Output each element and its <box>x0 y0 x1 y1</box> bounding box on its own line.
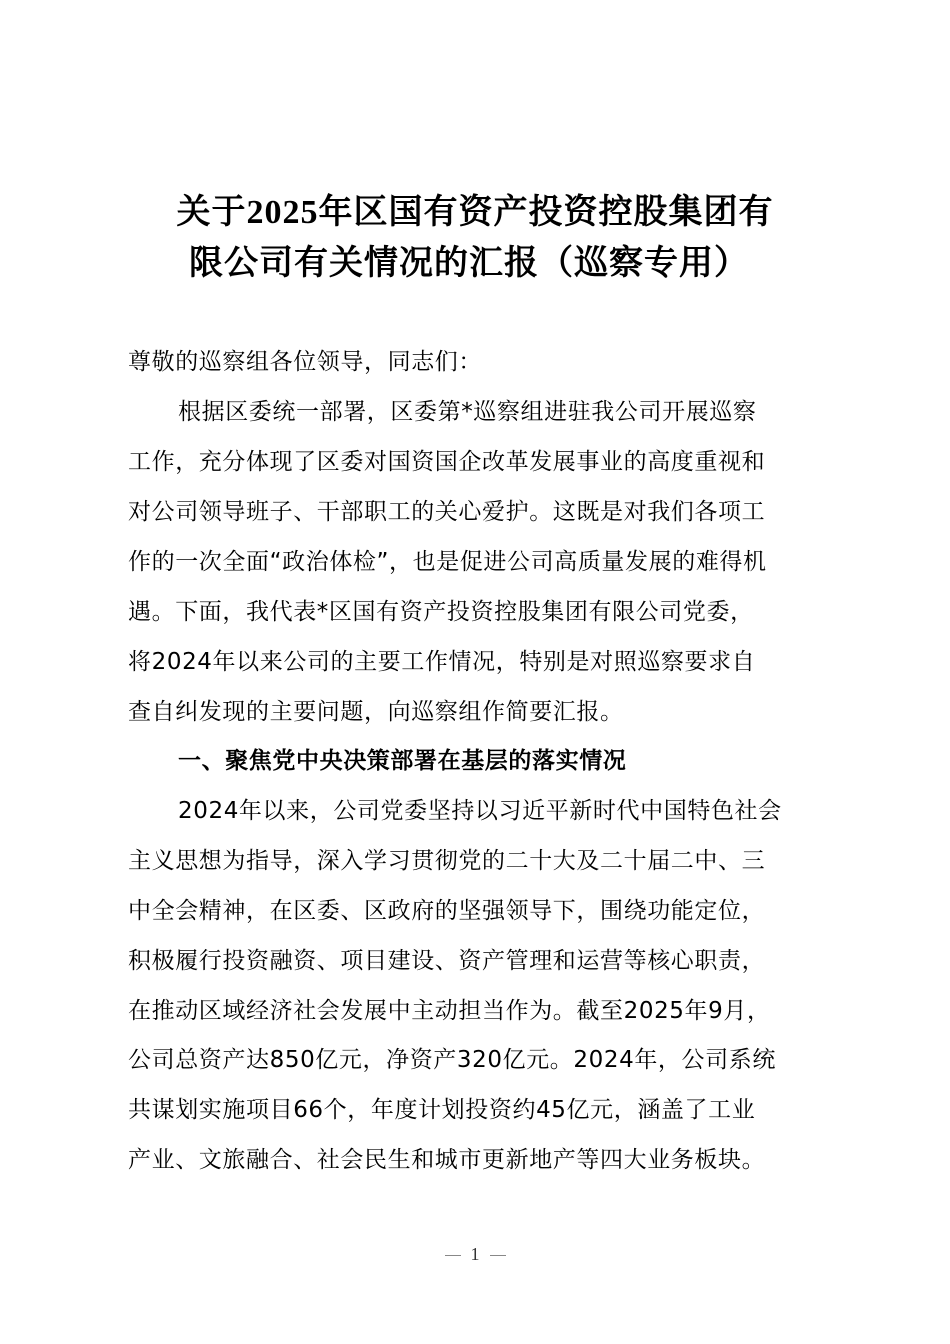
paragraph-2-line: 2024年以来，公司党委坚持以习近平新时代中国特色社会 <box>178 798 782 824</box>
document-title-line-1: 关于2025年区国有资产投资控股集团有 <box>176 194 774 231</box>
paragraph-1-line: 将2024年以来公司的主要工作情况，特别是对照巡察要求自 <box>128 649 756 675</box>
salutation: 尊敬的巡察组各位领导，同志们： <box>128 349 482 375</box>
paragraph-2-line: 积极履行投资融资、项目建设、资产管理和运营等核心职责， <box>128 948 766 974</box>
paragraph-2-line: 共谋划实施项目66个，年度计划投资约45亿元，涵盖了工业 <box>128 1097 756 1123</box>
page-number: 1 <box>470 1244 480 1264</box>
paragraph-2-line: 公司总资产达850亿元，净资产320亿元。2024年，公司系统 <box>128 1047 776 1073</box>
section-1-heading: 一、聚焦党中央决策部署在基层的落实情况 <box>178 748 627 774</box>
paragraph-1-line: 工作，充分体现了区委对国资国企改革发展事业的高度重视和 <box>128 449 766 475</box>
paragraph-2-line: 主义思想为指导，深入学习贯彻党的二十大及二十届二中、三 <box>128 848 766 874</box>
paragraph-1-line: 对公司领导班子、干部职工的关心爱护。这既是对我们各项工 <box>128 499 766 525</box>
paragraph-2-line: 产业、文旅融合、社会民生和城市更新地产等四大业务板块。 <box>128 1147 766 1173</box>
document-title-line-2: 限公司有关情况的汇报（巡察专用） <box>189 245 749 282</box>
paragraph-1-line: 作的一次全面“政治体检”，也是促进公司高质量发展的难得机 <box>128 549 767 575</box>
paragraph-2-line: 在推动区域经济社会发展中主动担当作为。截至2025年9月， <box>128 998 771 1024</box>
page-footer <box>0 1244 950 1265</box>
paragraph-1-line: 根据区委统一部署，区委第*巡察组进驻我公司开展巡察 <box>178 399 757 425</box>
paragraph-2-line: 中全会精神，在区委、区政府的坚强领导下，围绕功能定位， <box>128 898 766 924</box>
footer-dash-left <box>445 1255 461 1256</box>
paragraph-1-line: 遇。下面，我代表*区国有资产投资控股集团有限公司党委， <box>128 599 754 625</box>
paragraph-1-line: 查自纠发现的主要问题，向巡察组作简要汇报。 <box>128 699 624 725</box>
footer-dash-right <box>490 1255 506 1256</box>
